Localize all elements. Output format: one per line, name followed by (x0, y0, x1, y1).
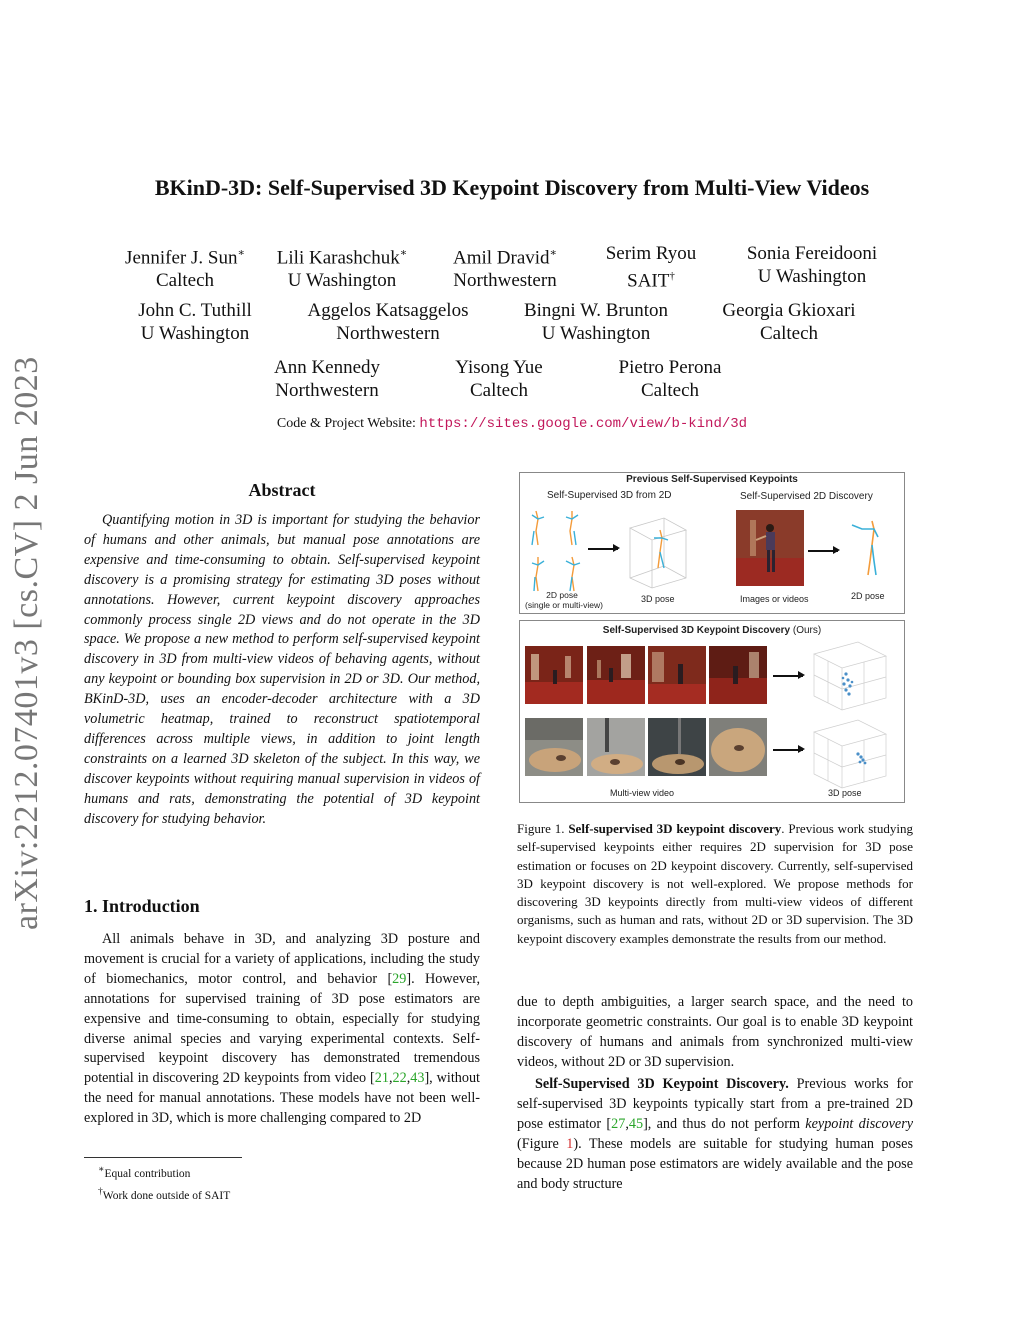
label-2d-pose-multiview: 2D pose (single or multi-view) (525, 590, 603, 610)
author-3: Amil Dravid∗ Northwestern (452, 247, 558, 292)
arxiv-sidebar: arXiv:2212.07401v3 [cs.CV] 2 Jun 2023 (8, 356, 45, 930)
figure-bottom-title: Self-Supervised 3D Keypoint Discovery (Ours) (602, 625, 822, 636)
rat-view-4-photo (709, 718, 767, 776)
footnote-2: †Work done outside of SAIT (98, 1185, 231, 1202)
label-2d-pose-out: 2D pose (851, 591, 885, 601)
arrow-human-to-3d-icon (773, 675, 803, 677)
arrow-rat-to-3d-icon (773, 749, 803, 751)
label-images-or-videos: Images or videos (740, 594, 809, 604)
cite-29[interactable]: 29 (392, 970, 407, 987)
author-5: Sonia Fereidooni U Washington (746, 243, 878, 287)
footnote-1: ∗Equal contribution (98, 1164, 191, 1180)
right-col-paragraph-1: due to depth ambiguities, a larger search space, and the need to incorporate geometric constraints. Our goal is to enable 3D keypoint discovery of humans and animals from synchronized multi-view videos, without 2D or 3D supervision. (517, 994, 913, 1070)
author-12: Pietro Perona Caltech (618, 357, 722, 401)
author-10: Ann Kennedy Northwestern (273, 357, 381, 401)
cite-45[interactable]: 45 (628, 1115, 644, 1132)
human-3d-keypoints-cube-icon (810, 638, 890, 712)
rat-view-3-photo (648, 718, 706, 776)
author-8: Bingni W. Brunton U Washington (523, 300, 669, 344)
author-11: Yisong Yue Caltech (455, 357, 543, 401)
skeleton-3d-cube-icon (624, 508, 692, 590)
author-9: Georgia Gkioxari Caltech (722, 300, 856, 344)
author-7: Aggelos Katsaggelos Northwestern (307, 300, 469, 344)
skeleton-2d-output-icon (846, 515, 882, 581)
author-1: Jennifer J. Sun∗ Caltech (125, 247, 245, 292)
footnote-rule (84, 1157, 242, 1158)
human-view-3-photo (648, 646, 706, 704)
cite-27[interactable]: 27 (611, 1115, 626, 1132)
cite-21[interactable]: 21 (374, 1070, 389, 1087)
label-multiview-video: Multi-view video (610, 788, 675, 798)
intro-heading: 1. Introduction (84, 896, 200, 916)
abstract-heading: Abstract (248, 480, 316, 500)
cite-22[interactable]: 22 (392, 1070, 407, 1087)
author-2: Lili Karashchuk∗ U Washington (276, 247, 408, 292)
project-url-link[interactable]: https://sites.google.com/view/b-kind/3d (419, 416, 748, 432)
cite-43[interactable]: 43 (410, 1070, 425, 1087)
figure-right-subtitle: Self-Supervised 2D Discovery (740, 491, 873, 502)
label-3d-pose-result: 3D pose (828, 788, 862, 798)
human-view-2-photo (587, 646, 645, 704)
abstract-text: Quantifying motion in 3D is important for studying the behavior of humans and other animals, but manual pose annotations are expensive and time-consuming to obtain. Self-supervised keypoint discovery is a promising strategy for estimating 3D poses without annotations. However, current keypoint discovery approaches commonly process single 2D views and do not operate in the 3D space. We propose a new method to perform self-supervised keypoint discovery in 3D from multi-view videos of behaving agents, without any keypoint or bounding box supervision in 2D or 3D. Our method, BKinD-3D, uses an encoder-decoder architecture with a 3D volumetric heatmap, trained to reconstruct spatiotemporal differences across multiple views, in addition to joint length constraints on a learned 3D skeleton of the subject. In this way, we discover keypoints without requiring manual supervision in videos of humans and rats, demonstrating the potential of 3D keypoint discovery for studying behavior. (84, 512, 480, 827)
rat-view-1-photo (525, 718, 583, 776)
human-photo (736, 510, 804, 586)
intro-paragraph: All animals behave in 3D, and analyzing 3D posture and movement is crucial for a variety of applications, including the study of biomechanics, motor control, and behavior [29]. However, annotations for supervised training of 3D pose estimators are expensive and time-consuming to obtain, especially for studying diverse animal species and varying experimental contexts. Self-supervised keypoint discovery has demonstrated tremendous potential in discovering 2D keypoints from video [21,22,43], without the need for manual annotations. These models have not been well-explored in 3D, which is more challenging compared to 2D (84, 931, 481, 1127)
figure-caption: Figure 1. Self-supervised 3D keypoint discovery. Previous work studying self-supervised keypoints either requires 2D supervision for 3D pose estimation or focuses on 2D keypoint discovery. Currently, self-supervised 3D keypoint discovery is not well-explored. We propose methods for discovering 3D keypoints directly from multi-view videos of different organisms, such as human and rats, without 2D or 3D supervision. The 3D keypoint discovery examples demonstrate the results from our method. (517, 821, 914, 946)
figure-left-subtitle: Self-Supervised 3D from 2D (547, 490, 672, 501)
project-website: Code & Project Website: https://sites.google.com/view/b-kind/3d (276, 416, 748, 432)
figure-top-title: Previous Self-Supervised Keypoints (626, 474, 798, 485)
label-3d-pose: 3D pose (641, 594, 675, 604)
human-view-4-photo (709, 646, 767, 704)
author-6: John C. Tuthill U Washington (138, 300, 252, 344)
paper-title: BKinD-3D: Self-Supervised 3D Keypoint Discovery from Multi-View Videos (154, 175, 870, 200)
author-4: Serim Ryou SAIT† (605, 243, 697, 292)
footnotes (98, 1161, 230, 1205)
rat-view-2-photo (587, 718, 645, 776)
right-col-paragraph-2: Self-Supervised 3D Keypoint Discovery. Previous works for self-supervised 3D keypoints typically start from a pre-trained 2D pose estimator [27,45], and thus do not perform keypoint discovery (Figure 1). These models are suitable for studying human poses because 2D human pose estimators are widely available and the pose and body structure (517, 1076, 914, 1192)
human-view-1-photo (525, 646, 583, 704)
rat-3d-keypoints-cube-icon (810, 716, 890, 790)
arrow-image-to-2d-icon (808, 550, 838, 552)
figure-1-ref[interactable]: 1 (566, 1135, 574, 1152)
arrow-2d-to-3d-icon (588, 548, 618, 550)
skeleton-2d-group-icon (526, 505, 594, 595)
